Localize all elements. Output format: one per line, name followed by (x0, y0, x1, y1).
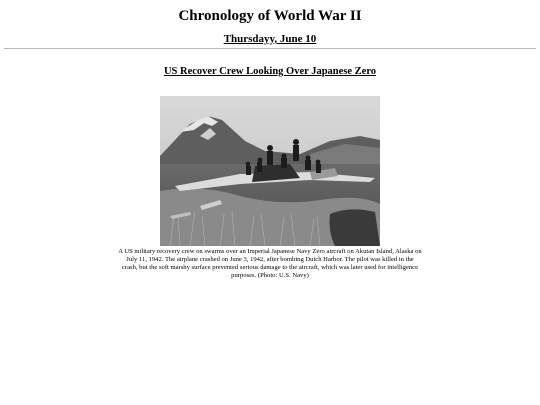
date-link[interactable]: Thursdayy, June 10 (223, 33, 317, 45)
site-title: Chronology of World War II (178, 8, 362, 24)
divider (4, 48, 536, 49)
article-photo (160, 96, 380, 246)
photo-caption: A US military recovery crew on swarms over an Imperial Japanese Navy Zero aircraft on Akutan Island, Alaska on July 11, 1942. The airplane crashed on June 3, 1942, after bombing Dutch Harbor. The pilot was killed in the crash, but the soft marshy surface prevented serious damage to the aircraft, which was later used for intelligence purposes. (Photo: U.S. Navy) (118, 248, 422, 279)
article-headline-link[interactable]: US Recover Crew Looking Over Japanese Zero (163, 66, 377, 77)
